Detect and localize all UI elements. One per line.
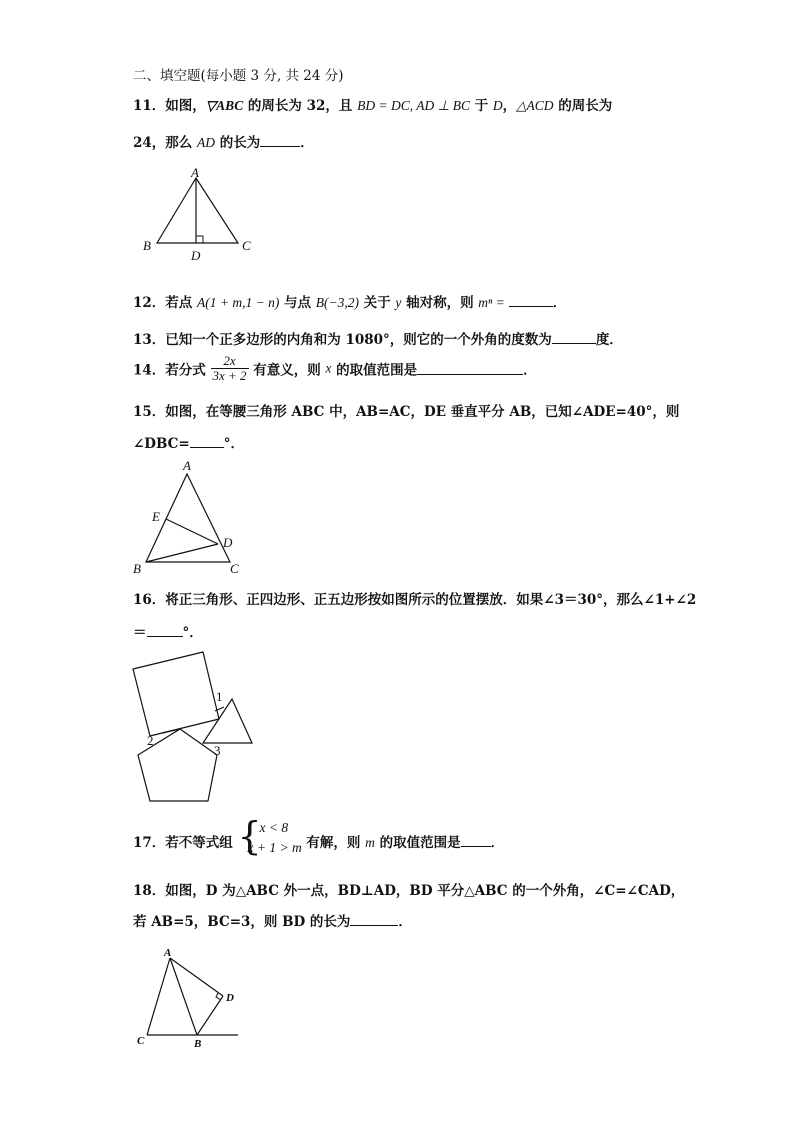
- q17-end: ．: [490, 835, 505, 851]
- q12-expr: mⁿ =: [478, 295, 505, 310]
- q18-label-b: B: [194, 1038, 202, 1050]
- q15-segment-bd: [146, 544, 218, 562]
- q16-figure: [128, 645, 268, 805]
- q15-label-d: D: [223, 535, 233, 550]
- q12-point-a: A(1 + m,1 − n): [197, 295, 280, 310]
- q18-line1: 18．如图，D 为△ABC 外一点，BD⊥AD，BD 平分△ABC 的一个外角，∠C=∠CAD，: [133, 883, 685, 899]
- q17-line: [133, 814, 505, 860]
- q12-line: [133, 291, 566, 311]
- q18-l2-end: ．: [398, 914, 412, 930]
- q11-cond: BD = DC, AD ⊥ BC: [357, 98, 470, 113]
- q16-l2-end: °．: [182, 625, 203, 641]
- q12-answer-blank[interactable]: [509, 294, 553, 307]
- q18-line2: [133, 910, 412, 930]
- q14-line: [133, 354, 537, 383]
- q11-l2-post: 的长为: [215, 135, 261, 151]
- q18-label-c: C: [137, 1035, 145, 1047]
- q11-post2: ，: [502, 98, 517, 114]
- q11-right-angle-mark: [196, 236, 203, 243]
- q11-figure: [140, 166, 260, 266]
- q11-tri-abc: ▽ABC: [205, 98, 244, 113]
- q11-d: D: [492, 98, 503, 113]
- q15-line2: [133, 432, 244, 452]
- q14-end: ．: [523, 362, 537, 379]
- q15-answer-blank[interactable]: [190, 435, 224, 448]
- q12-y: y: [395, 295, 402, 310]
- q11-l2-end: ．: [300, 135, 314, 151]
- q11-line1: [133, 94, 612, 114]
- q11-answer-blank[interactable]: [260, 134, 300, 147]
- q13-answer-blank[interactable]: [552, 331, 596, 344]
- q17-m: m: [365, 835, 375, 850]
- q18-label-a: A: [164, 947, 172, 959]
- q18-segment-bd: [197, 996, 223, 1035]
- q11-label-c: C: [242, 238, 251, 253]
- q16-line2: [133, 621, 203, 641]
- q14-mid: 有意义，则: [248, 362, 326, 379]
- q11-tri-acd: △ACD: [516, 98, 554, 113]
- q14-x: x: [325, 360, 332, 376]
- q15-line1: 15．如图，在等腰三角形 ABC 中，AB=AC，DE 垂直平分 AB，已知∠ADE=40°，则: [133, 404, 680, 420]
- q14-denominator: 3x + 2: [212, 368, 247, 383]
- q16-label-2: 2: [147, 733, 154, 748]
- q15-figure: [130, 458, 250, 578]
- q17-ineq2: x + 1 > m: [247, 840, 302, 855]
- q15-label-c: C: [230, 561, 239, 576]
- q11-mid: 的周长为 32，且: [243, 98, 358, 114]
- q15-l2-end: °．: [223, 436, 244, 452]
- q15-label-a: A: [183, 458, 191, 473]
- q14-numerator: 2x: [211, 354, 249, 369]
- q16-square: [133, 652, 219, 736]
- q15-label-b: B: [133, 561, 141, 576]
- q12-post: 轴对称，则: [401, 295, 479, 311]
- q17-ineq1: x < 8: [259, 820, 289, 835]
- q14-fraction: [211, 354, 249, 383]
- q12-mid2: 关于: [358, 295, 396, 311]
- section-header: 二、填空题(每小题 3 分, 共 24 分): [133, 68, 344, 84]
- q16-label-3: 3: [214, 743, 221, 758]
- q15-l2-pre: ∠DBC=: [133, 436, 190, 452]
- q11-l2-pre: 24，那么: [133, 135, 197, 151]
- q12-end: ．: [552, 295, 567, 311]
- q13-end: 度．: [595, 332, 623, 348]
- q12-pre: 12．若点: [133, 295, 197, 311]
- q17-pre: 17．若不等式组: [133, 835, 233, 851]
- q14-post: 的取值范围是: [331, 362, 418, 379]
- q11-label-d: D: [191, 248, 201, 263]
- q14-pre: 14．若分式: [133, 362, 211, 379]
- q12-point-b: B(−3,2): [315, 295, 359, 310]
- q11-label-a: A: [191, 165, 199, 180]
- q11-pre: 11．如图，: [133, 98, 206, 114]
- q18-label-d: D: [226, 992, 234, 1004]
- q15-label-e: E: [152, 509, 160, 524]
- q17-system: [237, 814, 302, 858]
- q11-post1: 于: [469, 98, 493, 114]
- q18-answer-blank[interactable]: [350, 913, 398, 926]
- q17-post: 的取值范围是: [374, 835, 461, 851]
- q14-answer-blank[interactable]: [417, 362, 523, 375]
- q16-label-1: 1: [216, 689, 223, 704]
- q17-mid: 有解，则: [301, 835, 366, 851]
- q12-mid: 与点: [279, 295, 316, 311]
- q11-ad: AD: [197, 135, 215, 150]
- q17-brace: {: [237, 814, 262, 858]
- q13-line: [133, 328, 623, 348]
- q18-segment-ca: [147, 958, 170, 1035]
- q16-answer-blank[interactable]: [147, 624, 183, 637]
- q18-segment-ab: [170, 958, 197, 1035]
- q11-label-b: B: [143, 238, 151, 253]
- q16-line1: 16．将正三角形、正四边形、正五边形按如图所示的位置摆放．如果∠3＝30°，那么∠1+∠2: [133, 592, 697, 608]
- q11-end: 的周长为: [553, 98, 613, 114]
- q18-l2-pre: 若 AB=5，BC=3，则 BD 的长为: [133, 914, 351, 930]
- q11-line2: [133, 131, 314, 151]
- q13-pre: 13．已知一个正多边形的内角和为 1080°，则它的一个外角的度数为: [133, 332, 552, 348]
- q18-figure: [130, 943, 250, 1053]
- q18-segment-ad: [170, 958, 223, 996]
- q11-triangle-abc: [157, 178, 238, 243]
- q17-answer-blank[interactable]: [461, 834, 491, 847]
- q16-l2-pre: ＝: [133, 625, 147, 641]
